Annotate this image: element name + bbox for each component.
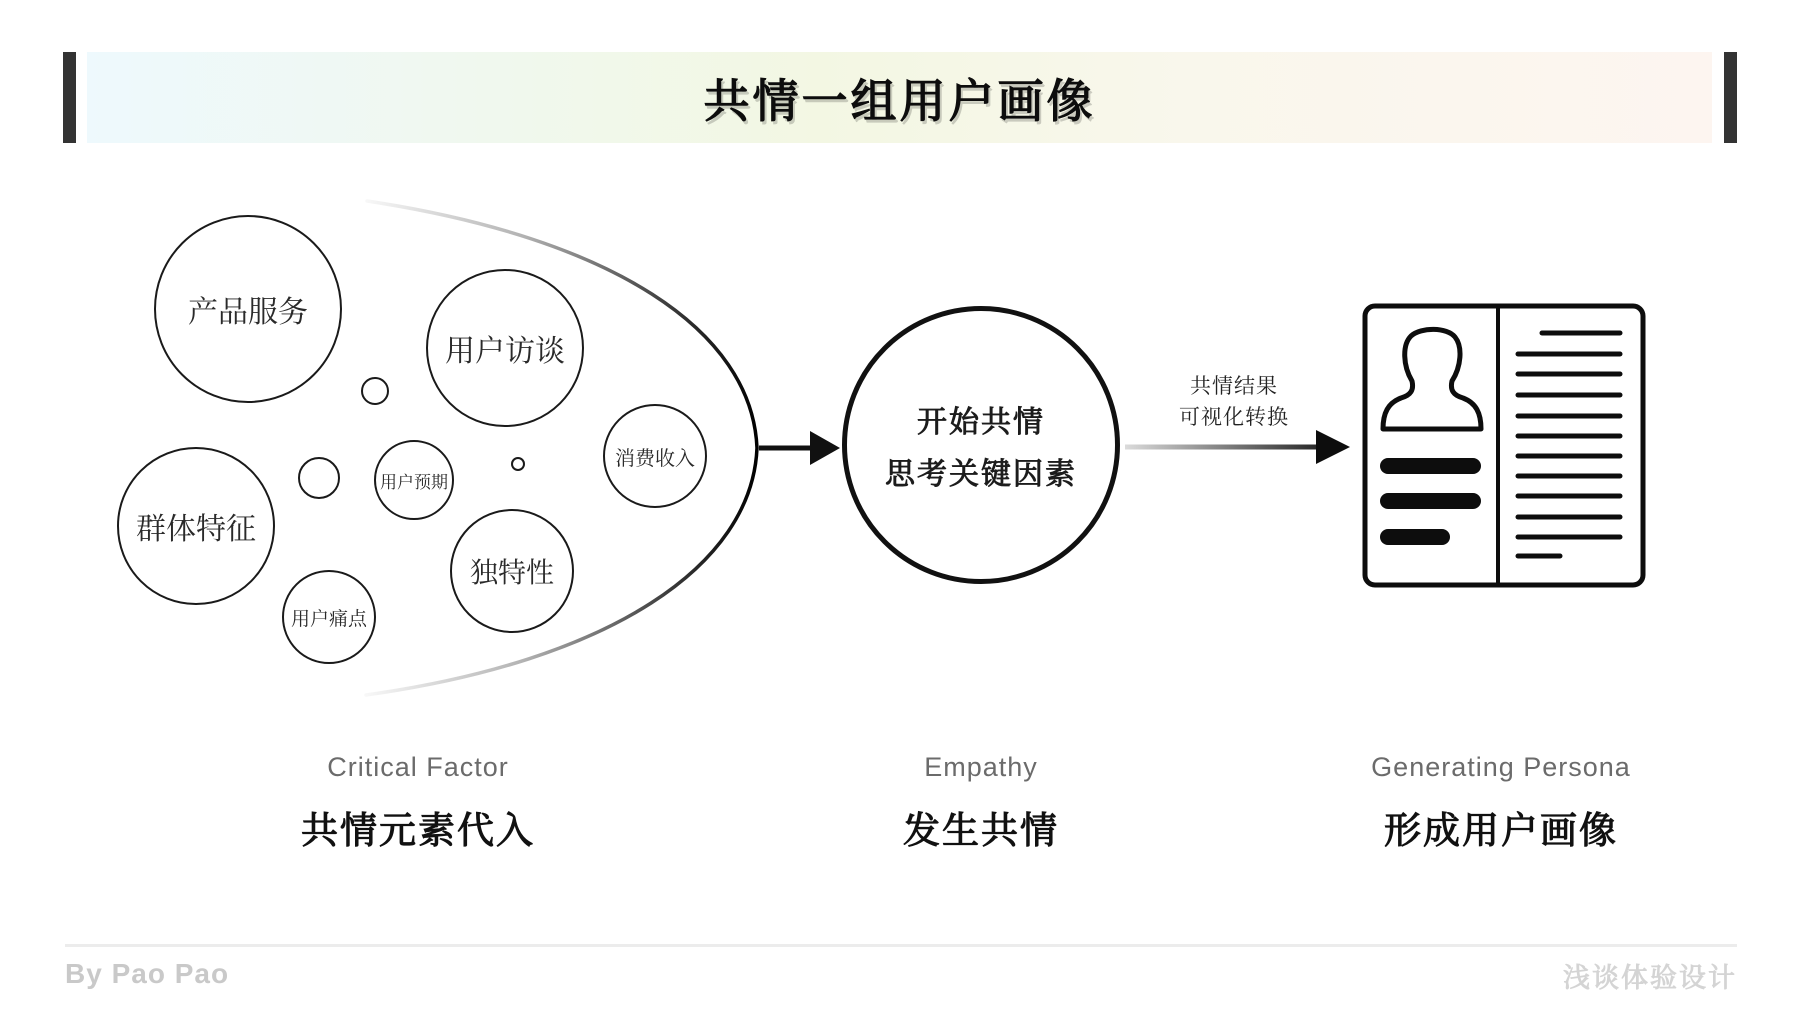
bubble-group-characteristics xyxy=(117,447,275,605)
stage-caption-en: Generating Persona xyxy=(1371,752,1631,782)
stage-caption-empathy xyxy=(903,752,1059,854)
stage-caption-generating-persona xyxy=(1371,752,1631,854)
bubble-consumption-income xyxy=(603,404,707,508)
bubble-user-expectation xyxy=(374,440,454,520)
bubble-decorative-small xyxy=(361,377,389,405)
bubble-decorative-small xyxy=(298,457,340,499)
stage-caption-critical-factor xyxy=(301,752,535,854)
bubble-label: 群体特征 xyxy=(136,513,256,546)
page-title: 共情一组用户画像 xyxy=(703,74,1096,127)
transform-arrow-label-line1: 共情结果 xyxy=(1190,375,1278,398)
stage-caption-zh: 共情元素代入 xyxy=(301,810,535,851)
empathy-circle-line1: 开始共情 xyxy=(917,406,1045,439)
arrow-to-persona-icon xyxy=(1125,430,1350,464)
bubble-user-painpoints xyxy=(282,570,376,664)
empathy-circle xyxy=(842,306,1120,584)
bubble-label: 用户痛点 xyxy=(290,608,367,630)
bubble-decorative-dot xyxy=(511,457,525,471)
stage-caption-en: Critical Factor xyxy=(327,752,509,782)
transform-arrow-label xyxy=(1179,371,1289,433)
bubble-user-interview xyxy=(426,269,584,427)
bubble-label: 独特性 xyxy=(469,557,554,588)
bubble-label: 产品服务 xyxy=(188,296,308,329)
bubble-label: 用户访谈 xyxy=(445,335,565,368)
bubble-label: 用户预期 xyxy=(380,472,448,492)
stage-caption-zh: 发生共情 xyxy=(903,810,1059,851)
bubble-label: 消费收入 xyxy=(615,447,695,470)
footer-author: By Pao Pao xyxy=(65,958,230,989)
footer-divider xyxy=(65,944,1737,947)
arrow-to-empathy-icon xyxy=(759,431,840,465)
bubble-uniqueness xyxy=(450,509,574,633)
empathy-circle-line2: 思考关键因素 xyxy=(885,458,1077,491)
bubble-product-service xyxy=(154,215,342,403)
transform-arrow-label-line2: 可视化转换 xyxy=(1179,406,1289,429)
stage-caption-zh: 形成用户画像 xyxy=(1384,810,1618,851)
persona-card xyxy=(1365,306,1643,585)
footer-brand: 浅谈体验设计 xyxy=(1563,963,1737,993)
stage-caption-en: Empathy xyxy=(924,752,1038,782)
